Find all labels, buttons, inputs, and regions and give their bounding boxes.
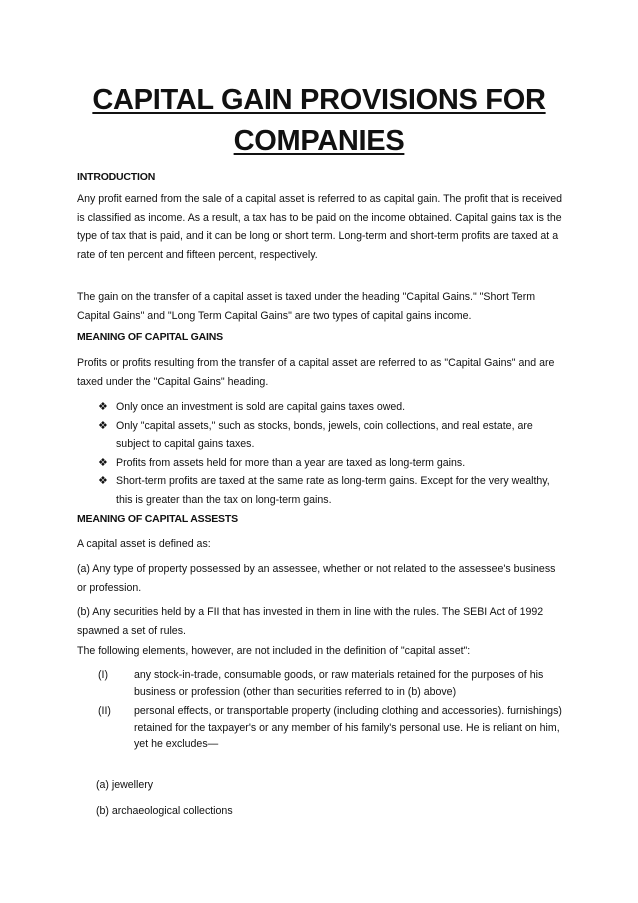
list-item [98,417,568,454]
diamond-dots-icon: ❖ [98,419,108,432]
sub-item-jewellery: (a) jewellery [96,779,154,791]
introduction-paragraph-2: The gain on the transfer of a capital asset is taxed under the heading "Capital Gains." "Short Term Capital Gains" and "Long Term Capital Gains" are two types of capital gains income. [77,291,536,322]
introduction-paragraph-1: Any profit earned from the sale of a capital asset is referred to as capital gain. The profit that is received is classified as income. As a result, a tax has to be paid on the income obtained. Capital gains tax is the type of tax that is paid, and it can be long or short term. Long-term and short-term profits are taxed at a rate of ten percent and fifteen percent, respectively. [77,193,563,261]
definition-part-a: (a) Any type of property possessed by an assessee, whether or not related to the assessee's business or profession. [77,563,556,594]
title-line-1: CAPITAL GAIN PROVISIONS FOR [92,84,546,116]
bullet-text: Only "capital assets," such as stocks, bonds, jewels, coin collections, and real estate, are subject to capital gains taxes. [116,419,533,450]
diamond-dots-icon: ❖ [98,401,108,413]
item-number: (II) [98,705,111,717]
list-item [98,667,568,700]
sub-item-archaeological: (b) archaeological collections [96,805,233,817]
definition-part-b: (b) Any securities held by a FII that has invested in them in line with the rules. The SEBI Act of 1992 spawned a set of rules. [77,606,544,637]
capital-asset-definition: A capital asset is defined as: [77,538,211,550]
diamond-dots-icon: ❖ [98,475,108,487]
title-line-2: COMPANIES [233,125,405,157]
item-text: any stock-in-trade, consumable goods, or raw materials retained for the purposes of his business or profession (other than securities referred to in (b) above) [134,669,544,698]
bullet-text: Short-term profits are taxed at the same rate as long-term gains. Except for the very wealthy, this is greater than the tax on long-term gains. [116,475,550,506]
bullet-text: Profits from assets held for more than a year are taxed as long-term gains. [116,456,466,469]
list-item [98,398,568,417]
list-item [98,703,568,753]
exclusions-intro: The following elements, however, are not included in the definition of "capital asset": [77,645,471,657]
item-text: personal effects, or transportable property (including clothing and accessories). furnishings) retained for the taxpayer's or any member of his family's personal use. He is reliant on him, yet he excludes— [134,705,562,750]
list-item [98,472,568,509]
item-number: (I) [98,669,108,681]
bullet-text: Only once an investment is sold are capital gains taxes owed. [116,401,406,413]
meaning-capital-gains-heading: MEANING OF CAPITAL GAINS [77,331,223,343]
document-title [60,80,578,162]
capital-gains-bullet-list [98,398,568,509]
meaning-capital-gains-paragraph: Profits or profits resulting from the transfer of a capital asset are referred to as "Capital Gains" and are taxed under the "Capital Gains" heading. [77,357,555,388]
introduction-heading: INTRODUCTION [77,171,156,183]
exclusions-list [98,667,568,756]
diamond-dots-icon: ❖ [98,456,108,469]
list-item [98,454,568,473]
meaning-capital-assets-heading: MEANING OF CAPITAL ASSESTS [77,513,238,525]
